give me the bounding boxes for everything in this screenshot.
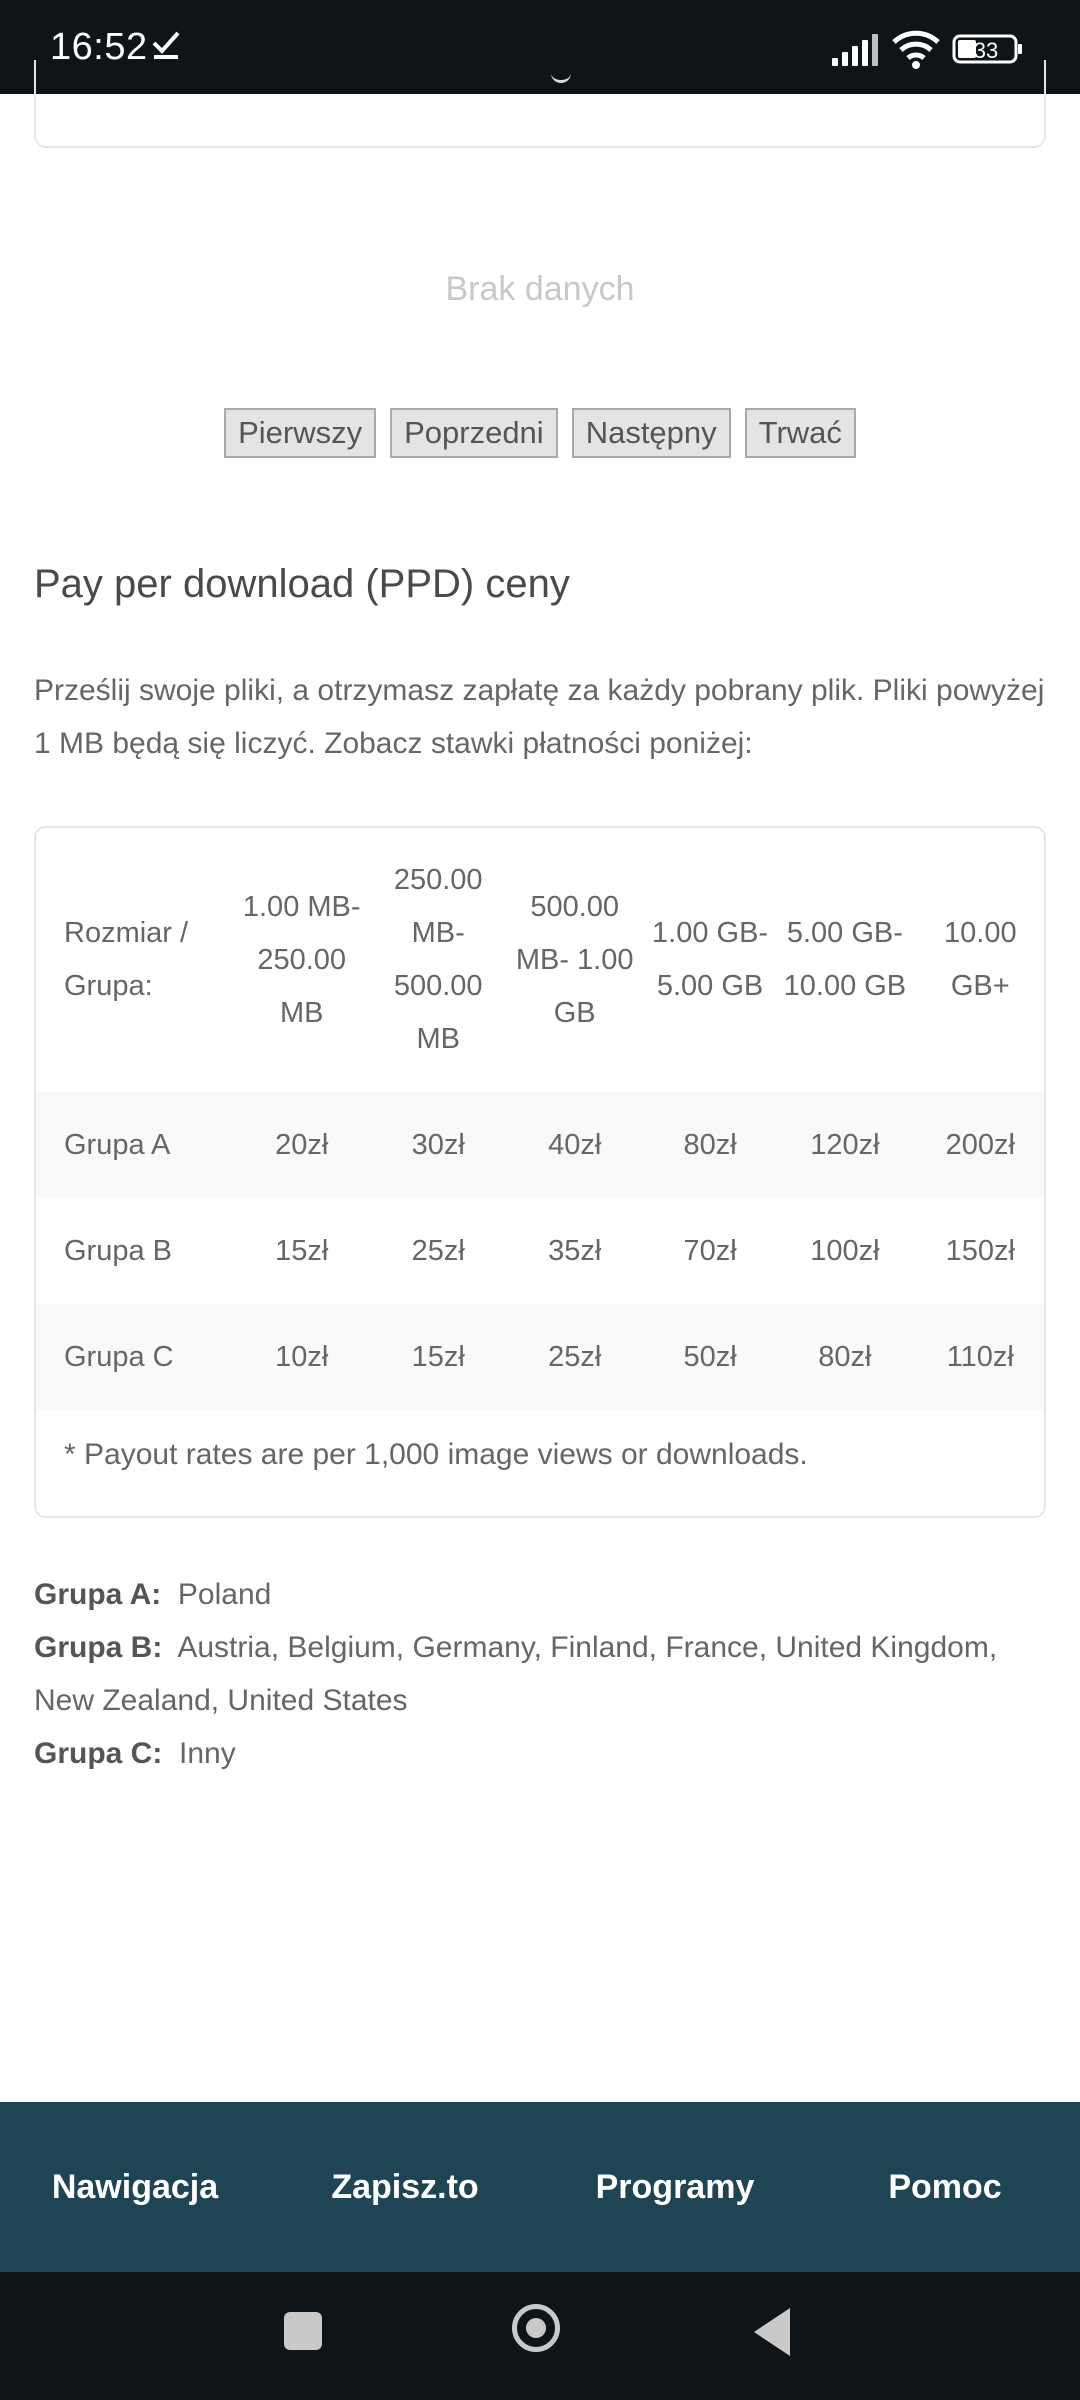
group-legend xyxy=(34,1568,1054,1780)
first-page-button[interactable]: Pierwszy xyxy=(224,408,376,458)
rate-cell: 15zł xyxy=(275,1234,329,1267)
rate-cell: 30zł xyxy=(370,1092,506,1198)
empty-state-text: Brak danych xyxy=(445,270,635,308)
rate-cell: 15zł xyxy=(370,1304,506,1410)
group-label: Grupa C: xyxy=(34,1737,163,1770)
back-icon[interactable] xyxy=(754,2308,790,2356)
previous-page-button[interactable]: Poprzedni xyxy=(390,408,558,458)
rate-cell: 200zł xyxy=(913,1092,1046,1198)
battery-level: 33 xyxy=(973,38,999,63)
pagination xyxy=(0,408,1080,458)
column-header: 1.00 MB- 250.00 MB xyxy=(242,890,361,1029)
group-legend-item xyxy=(34,1621,1054,1727)
cropped-glyph xyxy=(551,66,571,83)
home-icon[interactable] xyxy=(512,2304,560,2352)
ppd-intro: Prześlij swoje pliki, a otrzymasz zapłatę za każdy pobrany plik. Pliki powyżej 1 MB będą się liczyć. Zobacz stawki płatności poniżej: xyxy=(34,674,1045,760)
column-header: 5.00 GB- 10.00 GB xyxy=(783,917,907,1002)
rate-cell: 10zł xyxy=(233,1304,369,1410)
column-header: 1.00 GB- 5.00 GB xyxy=(652,917,769,1002)
next-page-button[interactable]: Następny xyxy=(572,408,731,458)
rate-cell: 70zł xyxy=(683,1234,737,1267)
footer-link-programy[interactable]: Programy xyxy=(595,2168,755,2206)
recents-icon[interactable] xyxy=(284,2312,322,2350)
group-countries: Austria, Belgium, Germany, Finland, France, United Kingdom, New Zealand, United States xyxy=(34,1631,998,1717)
group-cell: Grupa C xyxy=(36,1304,233,1410)
group-label: Grupa A: xyxy=(34,1578,162,1611)
group-legend-item xyxy=(34,1727,1054,1780)
rate-cell: 20zł xyxy=(233,1092,369,1198)
footer-link-zapisz[interactable]: Zapisz.to xyxy=(331,2168,479,2206)
rate-cell: 120zł xyxy=(777,1092,912,1198)
group-cell: Grupa A xyxy=(36,1092,233,1198)
column-header: 500.00 MB- 1.00 GB xyxy=(515,890,634,1029)
last-page-button[interactable]: Trwać xyxy=(745,408,856,458)
rate-cell: 80zł xyxy=(777,1304,912,1410)
rate-cell: 100zł xyxy=(810,1234,880,1267)
table-footnote: * Payout rates are per 1,000 image views or downloads. xyxy=(64,1438,808,1471)
ppd-rates-table xyxy=(36,828,1046,1410)
group-label: Grupa B: xyxy=(34,1631,163,1664)
group-countries: Poland xyxy=(177,1578,272,1611)
footer-nav xyxy=(0,2102,1080,2272)
rate-cell: 150zł xyxy=(945,1234,1015,1267)
rate-cell: 35zł xyxy=(548,1234,602,1267)
rate-cell: 25zł xyxy=(411,1234,465,1267)
footer-link-nawigacja[interactable]: Nawigacja xyxy=(51,2168,219,2206)
column-header: 10.00 GB+ xyxy=(944,917,1017,1002)
ppd-title: Pay per download (PPD) ceny xyxy=(34,562,570,606)
table-header-row xyxy=(36,828,1046,1092)
ppd-table-card xyxy=(34,826,1046,1518)
rate-cell: 40zł xyxy=(506,1092,642,1198)
rate-cell: 110zł xyxy=(913,1304,1046,1410)
group-cell: Grupa B xyxy=(64,1234,172,1267)
footer-link-pomoc[interactable]: Pomoc xyxy=(888,2168,1002,2206)
check-icon xyxy=(152,30,180,60)
clock: 16:52 xyxy=(50,26,148,68)
group-countries: Inny xyxy=(179,1737,236,1770)
group-legend-item xyxy=(34,1568,1054,1621)
table-row xyxy=(36,1198,1046,1304)
table-row xyxy=(36,1092,1046,1198)
table-row xyxy=(36,1304,1046,1410)
rate-cell: 80zł xyxy=(643,1092,777,1198)
header-label: Rozmiar / Grupa: xyxy=(64,917,189,1002)
column-header: 250.00 MB- 500.00 MB xyxy=(393,864,483,1055)
rate-cell: 25zł xyxy=(506,1304,642,1410)
previous-card xyxy=(34,60,1046,148)
rate-cell: 50zł xyxy=(643,1304,777,1410)
